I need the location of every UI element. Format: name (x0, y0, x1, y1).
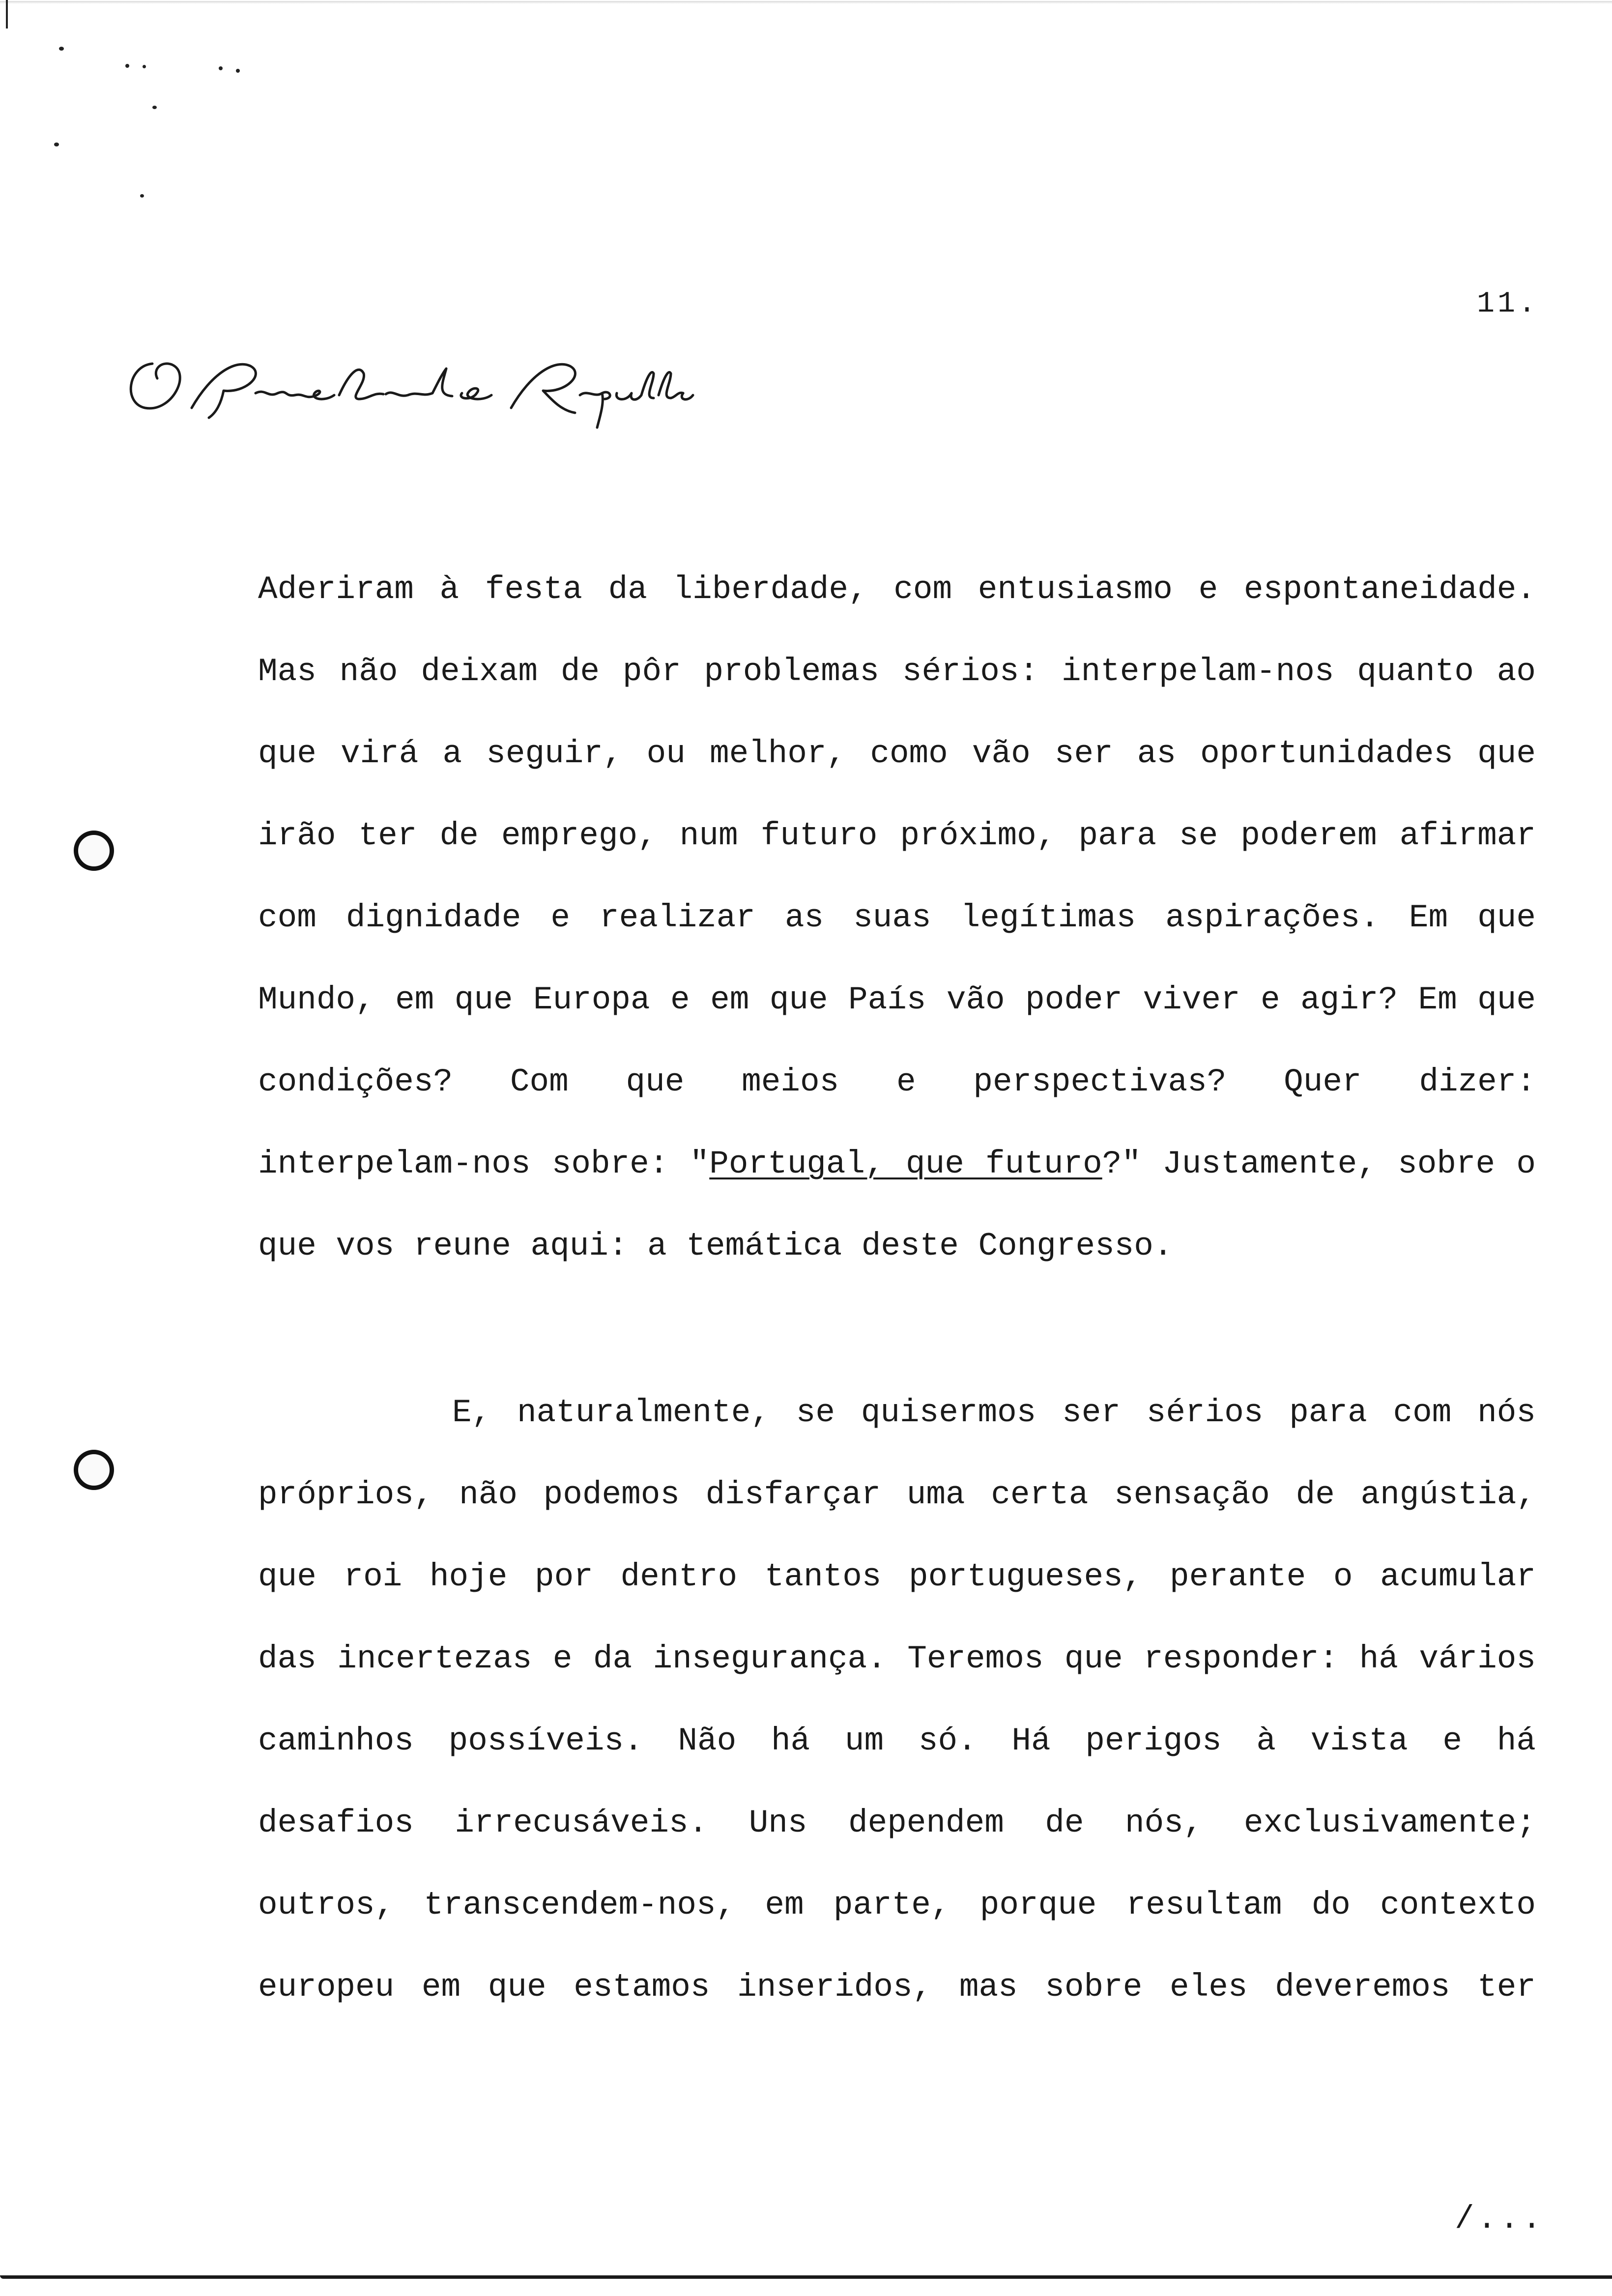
text-line: europeu em que estamos inseridos, mas sobre eles deveremos ter (258, 1969, 1536, 2006)
scan-speck (152, 106, 157, 109)
text-line: desafios irrecusáveis. Uns dependem de nós, exclusivamente; (258, 1805, 1536, 1841)
continuation-mark: /... (1455, 2201, 1545, 2238)
text-line: das incertezas e da insegurança. Teremos que responder: há vários (258, 1640, 1536, 1677)
text-line: caminhos possíveis. Não há um só. Há perigos à vista e há (258, 1722, 1536, 1759)
binder-hole (74, 1450, 114, 1490)
text-fragment: ?" Justamente, sobre o (1102, 1146, 1536, 1182)
page-number: 11. (1477, 287, 1539, 321)
paragraph-1 (258, 563, 1536, 1301)
underlined-title: Portugal, que futuro (709, 1146, 1102, 1182)
scan-speck (59, 47, 64, 51)
scan-speck (54, 143, 59, 146)
text-line: outros, transcendem-nos, em parte, porque resultam do contexto (258, 1887, 1536, 1923)
scan-speck (236, 69, 240, 73)
text-line: que virá a seguir, ou melhor, como vão ser as oportunidades que (258, 735, 1536, 772)
scan-speck (125, 64, 129, 68)
scan-speck (219, 66, 223, 70)
binder-hole (74, 831, 114, 871)
letterhead-script (118, 344, 698, 432)
text-line: com dignidade e realizar as suas legítimas aspirações. Em que (258, 899, 1536, 936)
text-line: irão ter de emprego, num futuro próximo, para se poderem afirmar (258, 817, 1536, 854)
text-line (258, 1137, 1536, 1219)
text-line: condições? Com que meios e perspectivas? Quer dizer: (258, 1063, 1536, 1100)
bottom-edge-rule (0, 2275, 1612, 2279)
text-line: Mundo, em que Europa e em que País vão poder viver e agir? Em que (258, 981, 1536, 1018)
text-line: E, naturalmente, se quisermos ser sérios para com nós (452, 1394, 1536, 1431)
margin-tick (6, 0, 8, 29)
paragraph-2 (258, 1386, 1536, 2042)
text-line: que roi hoje por dentro tantos portugueses, perante o acumular (258, 1558, 1536, 1595)
text-fragment: interpelam-nos sobre: " (258, 1146, 710, 1182)
top-edge-rule (0, 1, 1612, 4)
text-line: próprios, não podemos disfarçar uma certa sensação de angústia, (258, 1476, 1536, 1513)
text-line: Mas não deixam de pôr problemas sérios: interpelam-nos quanto ao (258, 653, 1536, 690)
text-line: que vos reune aqui: a temática deste Congresso. (258, 1228, 1173, 1264)
scan-speck (140, 194, 144, 198)
text-line: Aderiram à festa da liberdade, com entusiasmo e espontaneidade. (258, 571, 1536, 608)
scan-speck (143, 65, 146, 68)
